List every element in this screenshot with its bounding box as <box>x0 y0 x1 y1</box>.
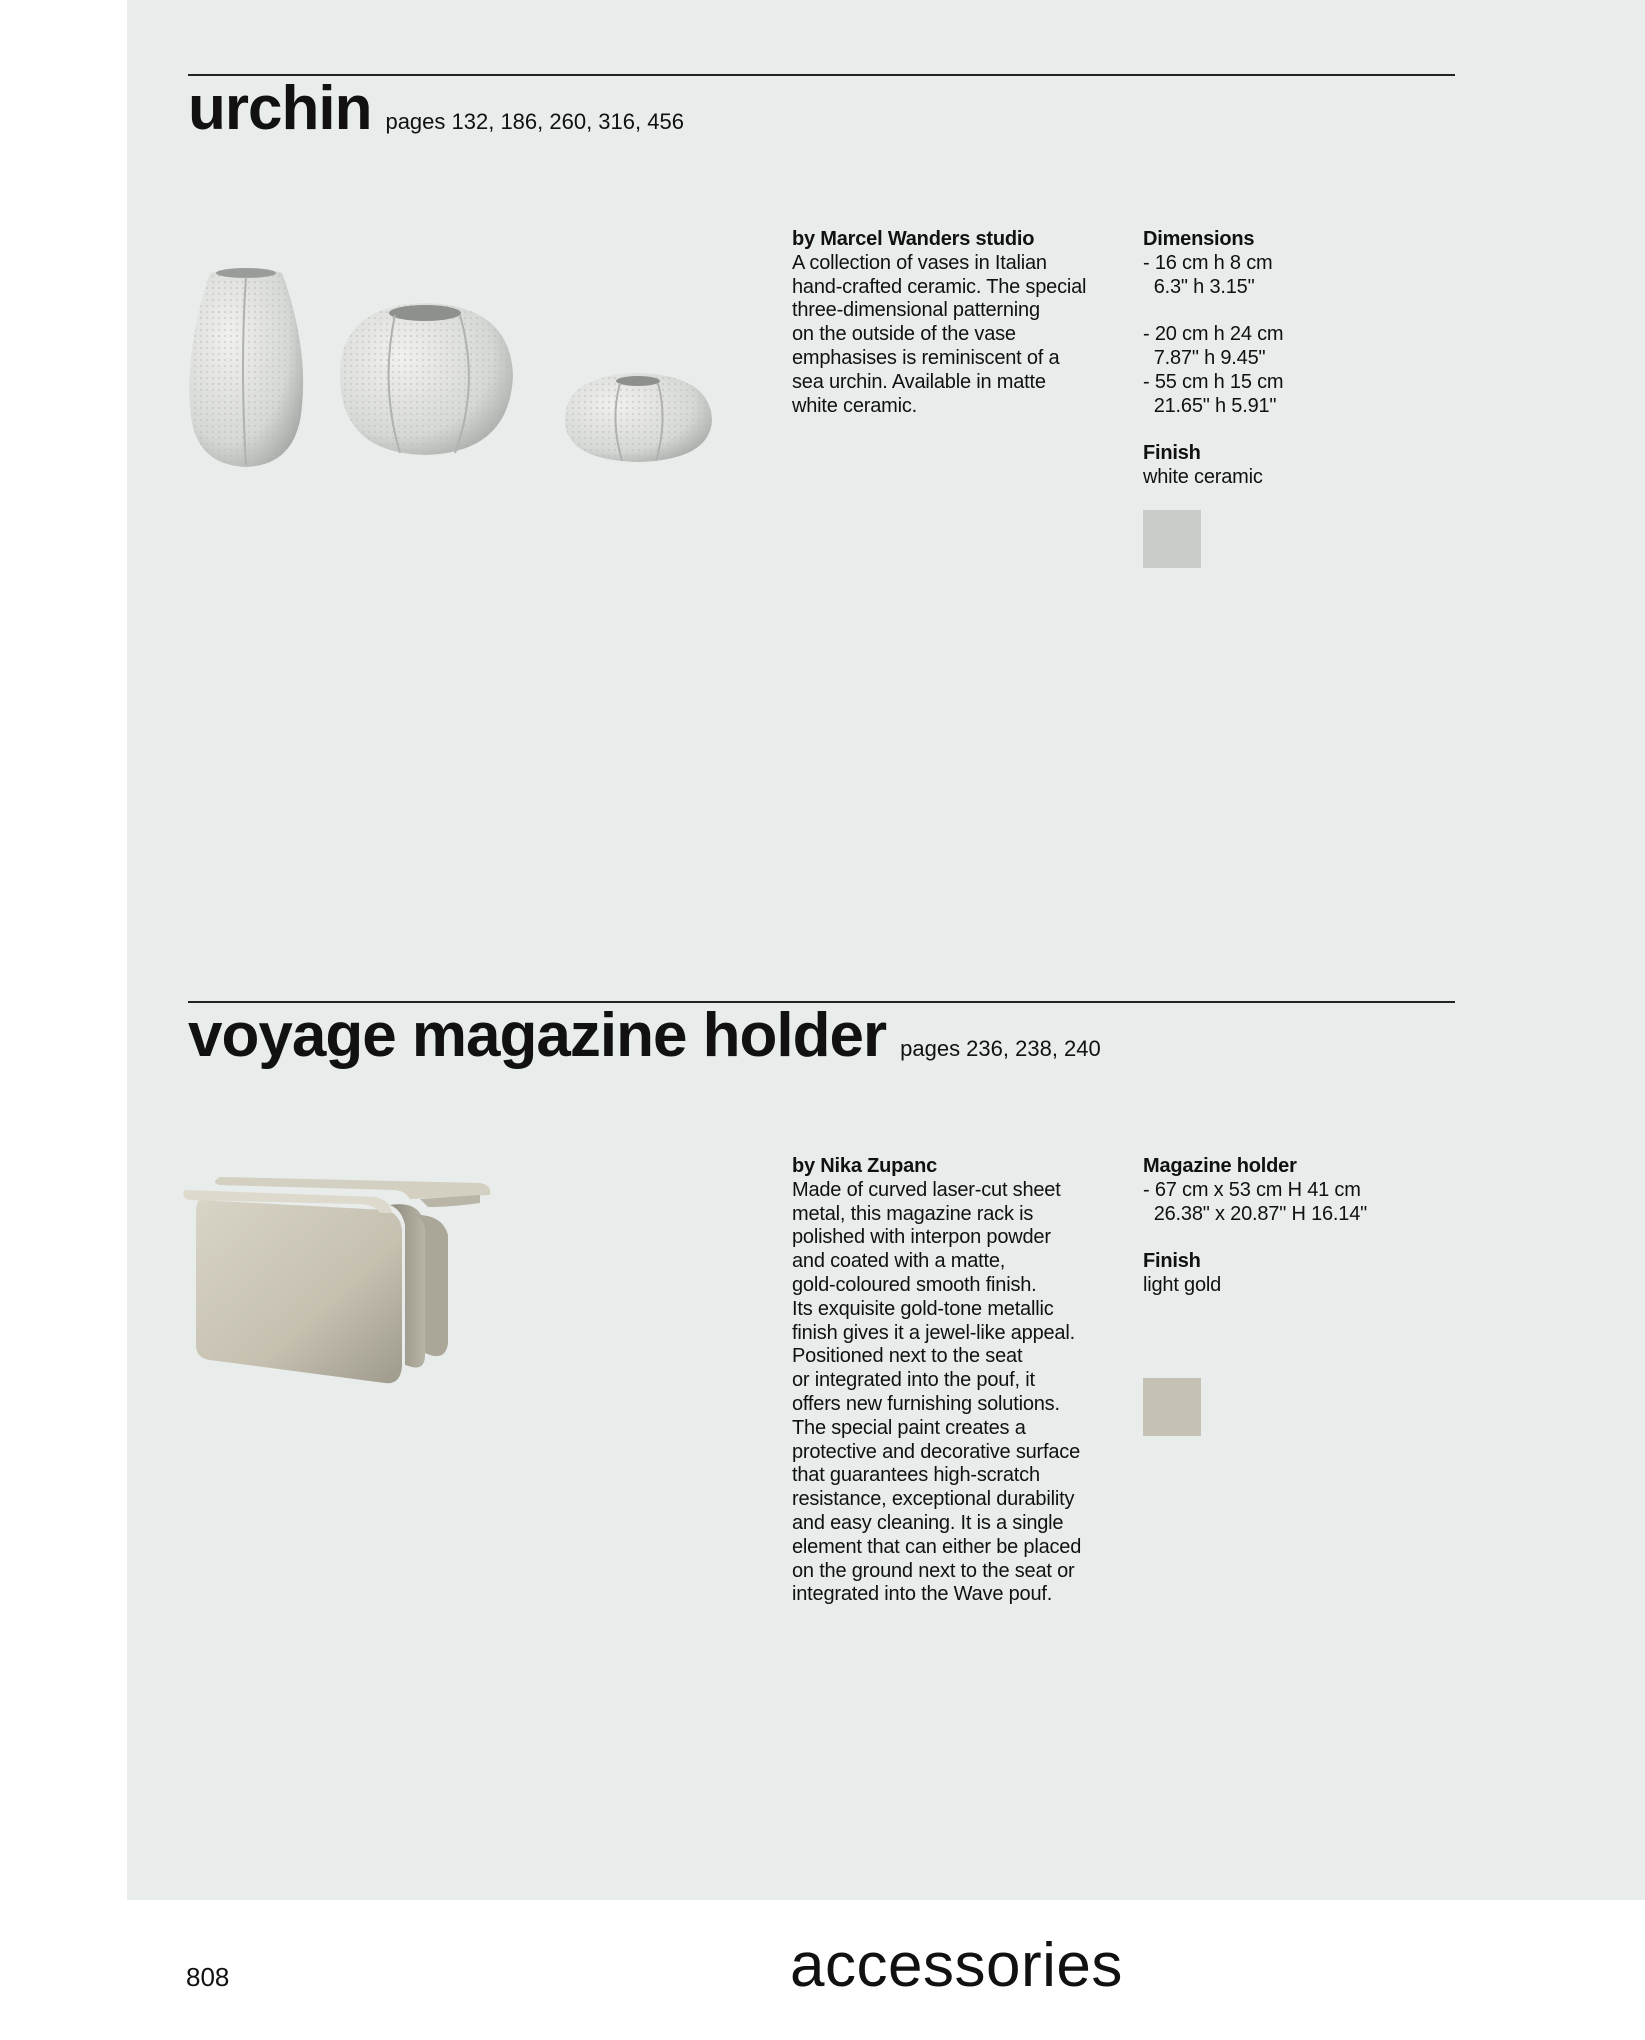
finish-heading: Finish <box>1143 1250 1201 1273</box>
description-text: A collection of vases in Italian hand-crafted ceramic. The special three-dimensional patterning on the outside of the vase emphasises is reminiscent of a sea urchin. Available in matte white ceramic. <box>792 251 1087 417</box>
description-text: Made of curved laser-cut sheet metal, this magazine rack is polished with interpon powder and coated with a matte, gold-coloured smooth finish. Its exquisite gold-tone metallic finish gives it a jewel-like appeal. Positioned next to the seat or integrated into the pouf, it offers new furnishing solutions. The special paint creates a protective and decorative surface that guarantees high-scratch resistance, exceptional durability and easy cleaning. It is a single element that can either be placed on the ground next to the seat or integrated into the Wave pouf. <box>792 1178 1082 1606</box>
designer-credit: by Marcel Wanders studio <box>792 228 1035 250</box>
page-number: 808 <box>186 1962 230 1992</box>
spacer <box>1143 1226 1443 1250</box>
section-title: accessories <box>790 1931 1123 2000</box>
round-vase <box>340 303 513 455</box>
spacer <box>1143 418 1443 442</box>
finish-swatch-light-gold <box>1143 1378 1201 1436</box>
dimension-line: 21.65" h 5.91" <box>1143 394 1277 417</box>
page-references: pages 132, 186, 260, 316, 456 <box>385 109 684 134</box>
page-references: pages 236, 238, 240 <box>900 1036 1101 1061</box>
voyage-magazine-holder-image <box>180 1155 500 1395</box>
finish-swatch-white-ceramic <box>1143 510 1201 568</box>
product-name: urchin <box>188 74 372 143</box>
dimension-line: - 55 cm h 15 cm <box>1143 370 1284 393</box>
product-description-urchin <box>792 228 1112 418</box>
product-specs-voyage <box>1143 1155 1443 1298</box>
magazine-holder-heading: Magazine holder <box>1143 1155 1297 1177</box>
product-description-voyage <box>792 1155 1112 1607</box>
dimensions-heading: Dimensions <box>1143 228 1255 250</box>
dimension-line: - 16 cm h 8 cm <box>1143 251 1273 274</box>
product-name: voyage magazine holder <box>188 1001 887 1070</box>
product-title-urchin <box>188 74 684 143</box>
finish-value: light gold <box>1143 1273 1222 1296</box>
product-specs-urchin <box>1143 228 1443 490</box>
finish-heading: Finish <box>1143 442 1201 465</box>
dimension-line: 7.87" h 9.45" <box>1143 346 1266 369</box>
urchin-vases-image <box>180 255 720 475</box>
dimension-line: 6.3" h 3.15" <box>1143 275 1255 298</box>
product-title-voyage <box>188 1001 1101 1070</box>
section-rule-urchin <box>188 74 1455 76</box>
dimension-line: 26.38" x 20.87" H 16.14" <box>1143 1202 1368 1225</box>
spacer <box>1143 299 1443 323</box>
finish-value: white ceramic <box>1143 465 1263 488</box>
dimension-line: - 67 cm x 53 cm H 41 cm <box>1143 1178 1361 1201</box>
designer-credit: by Nika Zupanc <box>792 1155 938 1177</box>
dimension-line: - 20 cm h 24 cm <box>1143 323 1284 346</box>
tall-vase <box>189 268 303 467</box>
flat-vase <box>565 373 712 462</box>
